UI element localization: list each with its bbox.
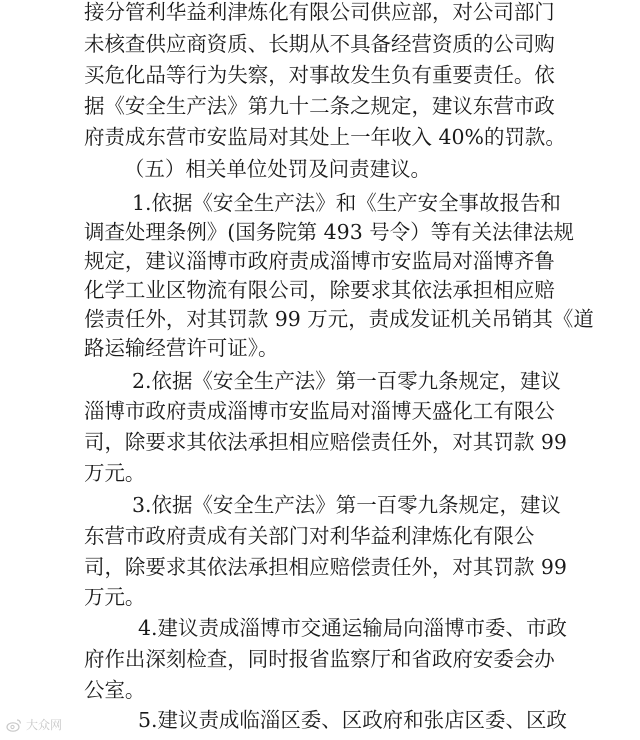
text-line: 司，除要求其依法承担相应赔偿责任外，对其罚款 99	[84, 554, 567, 579]
text-line: 路运输经营许可证》。	[84, 336, 279, 361]
text-line: 淄博市政府责成淄博市安监局对淄博天盛化工有限公	[84, 399, 555, 424]
text-line: 4.建议责成淄博市交通运输局向淄博市委、市政	[138, 616, 567, 641]
text-line: 3.依据《安全生产法》第一百零九条规定，建议	[132, 493, 561, 518]
text-line: 规定，建议淄博市政府责成淄博市安监局对淄博齐鲁	[84, 249, 555, 274]
watermark	[6, 716, 62, 733]
text-line: 接分管利华益利津炼化有限公司供应部，对公司部门	[84, 0, 555, 24]
text-line: 未核查供应商资质、长期从不具备经营资质的公司购	[84, 32, 555, 57]
text-line: 调查处理条例》(国务院第 493 号令）等有关法律法规	[84, 220, 574, 245]
section-heading: （五）相关单位处罚及问责建议。	[124, 157, 432, 182]
text-line: 5.建议责成临淄区委、区政府和张店区委、区政	[138, 708, 567, 733]
text-line: 偿责任外，对其罚款 99 万元，责成发证机关吊销其《道	[84, 307, 594, 332]
text-line: 万元。	[84, 460, 146, 485]
text-line: 司，除要求其依法承担相应赔偿责任外，对其罚款 99	[84, 430, 567, 455]
text-line: 化学工业区物流有限公司，除要求其依法承担相应赔	[84, 278, 555, 303]
text-line: 万元。	[84, 585, 146, 610]
text-line: 买危化品等行为失察，对事故发生负有重要责任。依	[84, 63, 555, 88]
weibo-icon	[6, 718, 22, 732]
text-line: 2.依据《安全生产法》第一百零九条规定，建议	[132, 368, 561, 393]
text-line: 公室。	[84, 677, 146, 702]
watermark-text: 大众网	[26, 718, 63, 732]
text-line: 据《安全生产法》第九十二条之规定，建议东营市政	[84, 93, 555, 118]
text-line: 1.依据《安全生产法》和《生产安全事故报告和	[132, 191, 561, 216]
text-line: 东营市政府责成有关部门对利华益利津炼化有限公	[84, 524, 535, 549]
text-line: 府责成东营市安监局对其处上一年收入 40%的罚款。	[84, 124, 566, 149]
text-line: 府作出深刻检查，同时报省监察厅和省政府安委会办	[84, 646, 555, 671]
